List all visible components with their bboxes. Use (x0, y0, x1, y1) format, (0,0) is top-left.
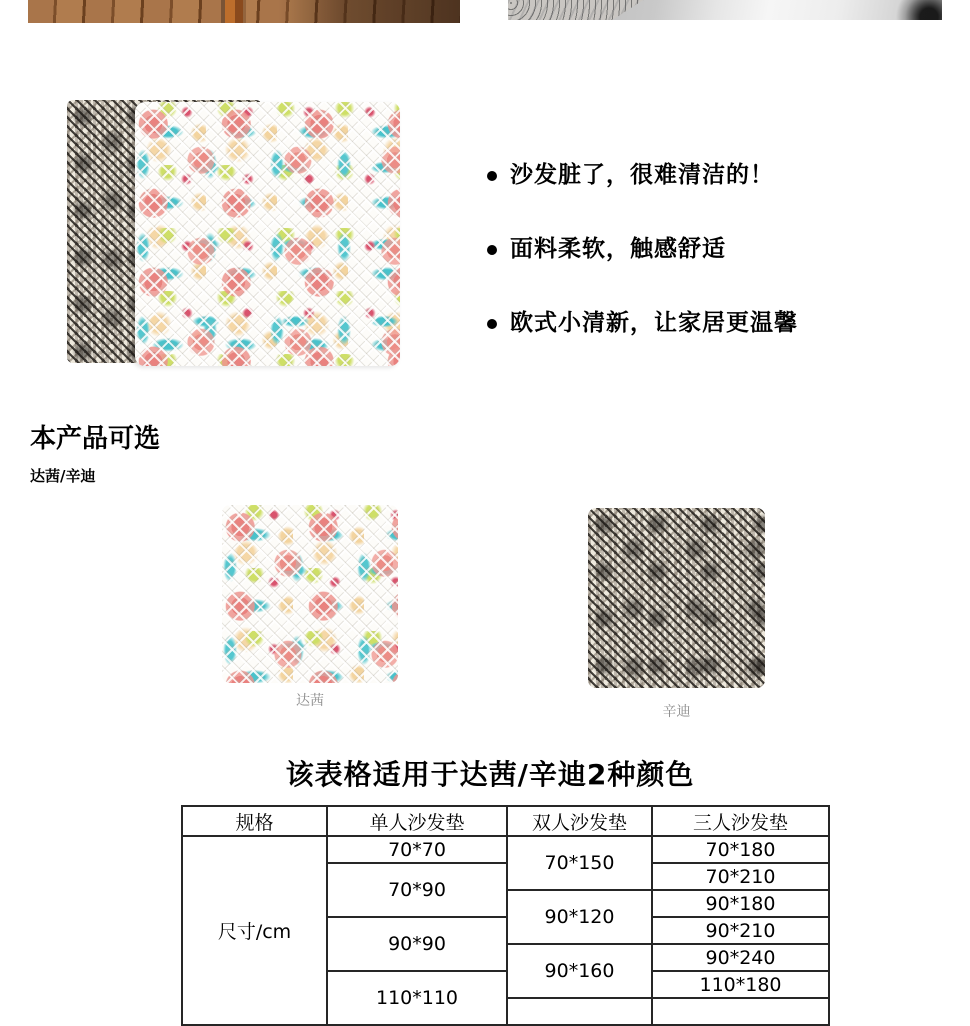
swatch-label-xindi: 辛迪 (662, 704, 691, 720)
swatch-label-daxi: 达茜 (296, 693, 324, 709)
cell-triple-size: 90*180 (652, 890, 829, 917)
product-image (65, 98, 405, 370)
cell-single-size: 110*110 (327, 971, 507, 1025)
swatch-houndstooth-image (588, 508, 765, 688)
cell-single-size: 70*70 (327, 836, 507, 863)
header-spec: 规格 (182, 806, 327, 836)
feature-text: 欧式小清新，让家居更温馨 (510, 310, 798, 336)
floral-mat-image (135, 102, 400, 366)
size-table (181, 805, 830, 1026)
feature-item (487, 162, 774, 189)
cell-double-size: 70*150 (507, 836, 652, 890)
bullet-icon (487, 171, 497, 181)
cell-double-size-clipped (507, 998, 652, 1025)
size-table-title: 该表格适用于达茜/辛迪2种颜色 (285, 758, 695, 791)
cell-triple-size: 70*180 (652, 836, 829, 863)
feature-item (487, 236, 726, 263)
options-section-title: 本产品可选 (30, 424, 161, 454)
feature-text: 面料柔软，触感舒适 (510, 236, 726, 262)
cell-triple-size: 70*210 (652, 863, 829, 890)
bullet-icon (487, 319, 497, 329)
hero-photo-wood-floor (28, 0, 460, 23)
header-triple-mat: 三人沙发垫 (652, 806, 829, 836)
swatch-floral-image (222, 505, 398, 683)
cell-triple-size: 110*180 (652, 971, 829, 998)
cell-double-size: 90*160 (507, 944, 652, 998)
table-row (182, 836, 829, 863)
hero-photo-bedroom (508, 0, 942, 20)
header-single-mat: 单人沙发垫 (327, 806, 507, 836)
cell-triple-size: 90*210 (652, 917, 829, 944)
cell-single-size: 70*90 (327, 863, 507, 917)
bullet-icon (487, 245, 497, 255)
feature-item (487, 310, 798, 337)
cell-single-size: 90*90 (327, 917, 507, 971)
cell-triple-size: 90*240 (652, 944, 829, 971)
header-double-mat: 双人沙发垫 (507, 806, 652, 836)
feature-text: 沙发脏了，很难清洁的！ (510, 162, 774, 188)
cell-row-label: 尺寸/cm (182, 836, 327, 1025)
quilt-texture-detail (508, 0, 768, 20)
table-header-row (182, 806, 829, 836)
options-section-subtitle: 达茜/辛迪 (30, 467, 96, 485)
cell-double-size: 90*120 (507, 890, 652, 944)
cell-triple-size-clipped (652, 998, 829, 1025)
